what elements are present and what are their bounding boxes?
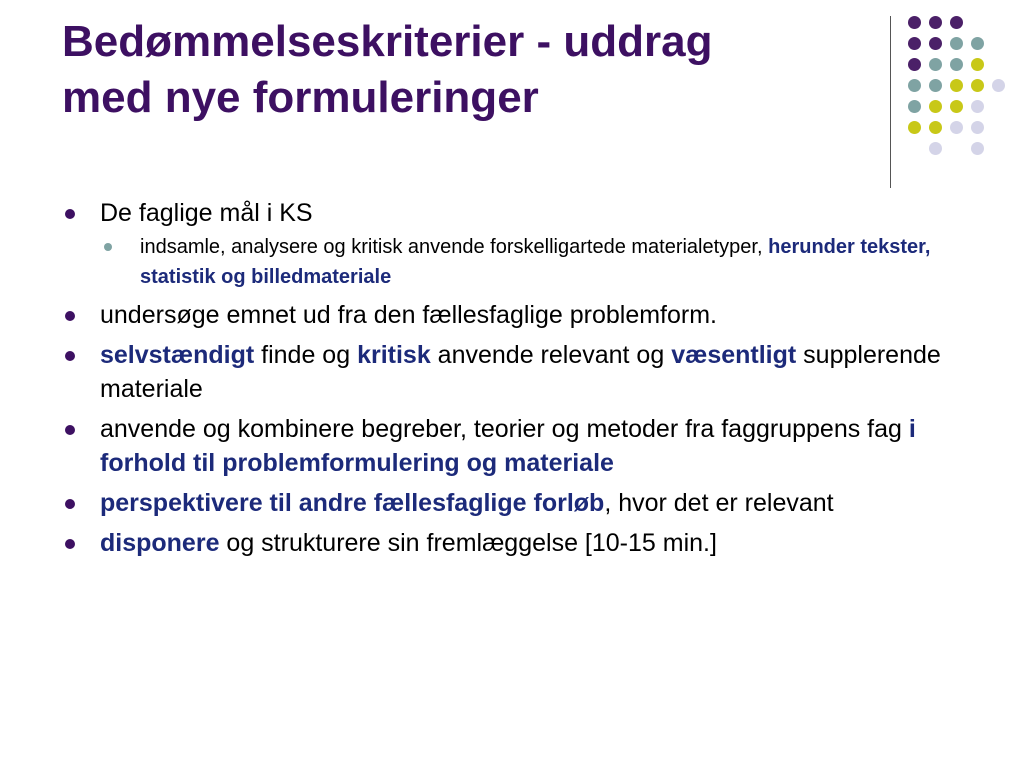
- decorative-dot: [929, 100, 942, 113]
- decorative-dot: [908, 121, 921, 134]
- decorative-dot: [929, 142, 942, 155]
- bullet-highlight-problemformulering: i forhold til problemformulering og materiale: [100, 415, 916, 477]
- decorative-dot: [992, 79, 1005, 92]
- bullet-list-container: [62, 196, 962, 566]
- bullet-faglige-maal: [62, 196, 962, 292]
- bullet-list: [62, 196, 962, 560]
- decorative-dot: [908, 79, 921, 92]
- decorative-dot: [971, 37, 984, 50]
- sub-bullet-text: indsamle, analysere og kritisk anvende forskelligartede materialetyper,: [140, 236, 769, 258]
- sub-bullet-highlight: herunder tekster, statistik og billedmateriale: [140, 236, 931, 288]
- bullet-perspektivere: [62, 486, 962, 520]
- decorative-dot: [950, 37, 963, 50]
- decorative-dot: [929, 58, 942, 71]
- bullet-highlight-perspektivere: perspektivere til andre fællesfaglige forløb: [100, 489, 605, 517]
- bullet-text: og strukturere sin fremlæggelse [10-15 min.]: [219, 529, 717, 557]
- bullet-selvstaendigt: [62, 338, 962, 406]
- title-line-2: med nye formuleringer: [62, 73, 539, 122]
- decorative-dot: [929, 79, 942, 92]
- sub-bullet-indsamle: [100, 232, 962, 292]
- decorative-dot-grid: [900, 12, 1010, 172]
- bullet-text: supplerende materiale: [100, 341, 941, 403]
- decorative-dot: [908, 58, 921, 71]
- bullet-highlight-kritisk: kritisk: [357, 341, 431, 369]
- sub-bullet-list: [100, 232, 962, 292]
- slide-title: [62, 14, 882, 126]
- decorative-dot: [971, 79, 984, 92]
- bullet-text: undersøge emnet ud fra den fællesfaglige problemform.: [100, 301, 717, 329]
- decorative-dot: [929, 37, 942, 50]
- decorative-dot: [950, 121, 963, 134]
- decorative-dot: [950, 79, 963, 92]
- bullet-text: anvende og kombinere begreber, teorier og metoder fra faggruppens fag: [100, 415, 909, 443]
- decorative-dot: [950, 16, 963, 29]
- decorative-dot: [950, 58, 963, 71]
- decorative-dot: [908, 37, 921, 50]
- decorative-dot: [929, 16, 942, 29]
- decorative-dot: [971, 100, 984, 113]
- bullet-text: anvende relevant og: [430, 341, 672, 369]
- title-line-1: Bedømmelseskriterier - uddrag: [62, 17, 713, 66]
- bullet-text: finde og: [254, 341, 358, 369]
- decorative-dot: [950, 100, 963, 113]
- decorative-dot: [971, 142, 984, 155]
- decorative-dot: [908, 16, 921, 29]
- bullet-text: , hvor det er relevant: [604, 489, 834, 517]
- bullet-text: De faglige mål i KS: [100, 199, 313, 227]
- decorative-dot: [908, 100, 921, 113]
- bullet-disponere: [62, 526, 962, 560]
- decorative-dot: [971, 121, 984, 134]
- bullet-highlight-vaesentligt: væsentligt: [671, 341, 797, 369]
- bullet-undersoege: [62, 298, 962, 332]
- decorative-dot: [929, 121, 942, 134]
- bullet-anvende-kombinere: [62, 412, 962, 480]
- bullet-highlight-selvstaendigt: selvstændigt: [100, 341, 255, 369]
- decorative-divider: [890, 16, 891, 188]
- decorative-dot: [971, 58, 984, 71]
- bullet-highlight-disponere: disponere: [100, 529, 220, 557]
